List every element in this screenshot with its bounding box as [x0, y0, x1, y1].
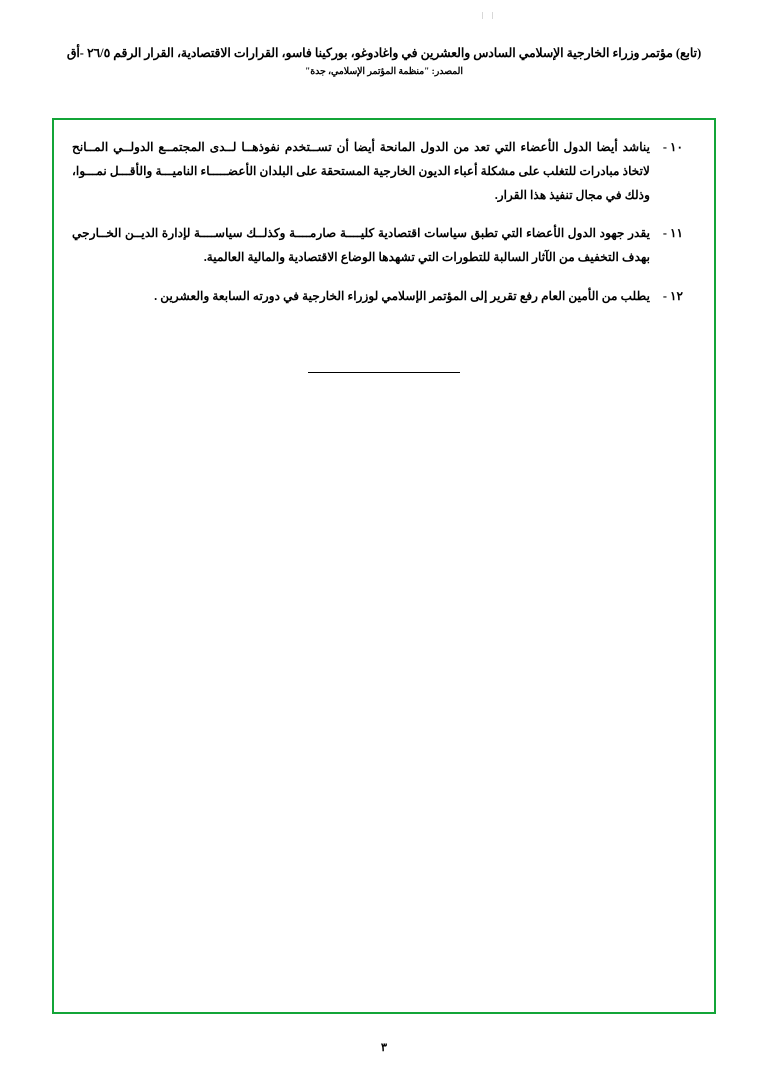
clause-lead: يقدر — [628, 226, 650, 241]
clause-rest: جهود الدول الأعضاء التي تطبق سياسات اقتصادية كليــــة صارمــــة وكذلــك سياســــة لإدارة الديــن الخــارجي بهدف التخفيف من الآثار السالبة للتطورات التي تشهدها الوضاع الاقتصادية والمالية العالمية. — [72, 226, 650, 265]
clause-body — [72, 222, 650, 270]
clause-number: ١٢ - — [662, 288, 684, 303]
clause-body — [72, 285, 650, 309]
divider-line — [308, 372, 460, 373]
content-frame — [52, 118, 716, 1014]
clause-item — [72, 136, 696, 207]
clause-lead: يطلب — [620, 288, 650, 303]
clause-item — [72, 222, 696, 270]
clause-list — [72, 136, 696, 309]
header-source: المصدر: "منظمة المؤتمر الإسلامي، جدة" — [305, 67, 463, 78]
crop-mark-left-icon — [482, 12, 483, 19]
header-title: (تابع) مؤتمر وزراء الخارجية الإسلامي السادس والعشرين في واغادوغو، بوركينا فاسو، القرارات الاقتصادية، القرار الرقم ٢٦/٥ -أق — [66, 46, 702, 60]
section-divider — [54, 372, 714, 373]
clause-lead: يناشد أيضا — [596, 140, 650, 154]
clause-item — [72, 285, 696, 309]
clause-rest: الدول الأعضاء التي تعد من الدول المانحة أيضا أن تســتخدم نفوذهــا لــدى المجتمــع الدولــي المــانح لاتخاذ مبادرات للتغلب على مشكلة أعباء الديون الخارجية المستحقة على البلدان الأعضـــــاء الناميـــة والأقـــل نمـــوا، وذلك في مجال تنفيذ هذا القرار. — [72, 140, 650, 202]
page-number: ٣ — [380, 1042, 388, 1054]
page-header — [56, 44, 712, 80]
clause-rest: من الأمين العام رفع تقرير إلى المؤتمر الإسلامي لوزراء الخارجية في دورته السابعة والعشرين . — [154, 288, 621, 303]
clause-number: ١٠ - — [662, 140, 684, 154]
clause-body — [72, 136, 650, 207]
clause-number: ١١ - — [662, 226, 684, 241]
crop-mark-right-icon — [492, 12, 493, 19]
